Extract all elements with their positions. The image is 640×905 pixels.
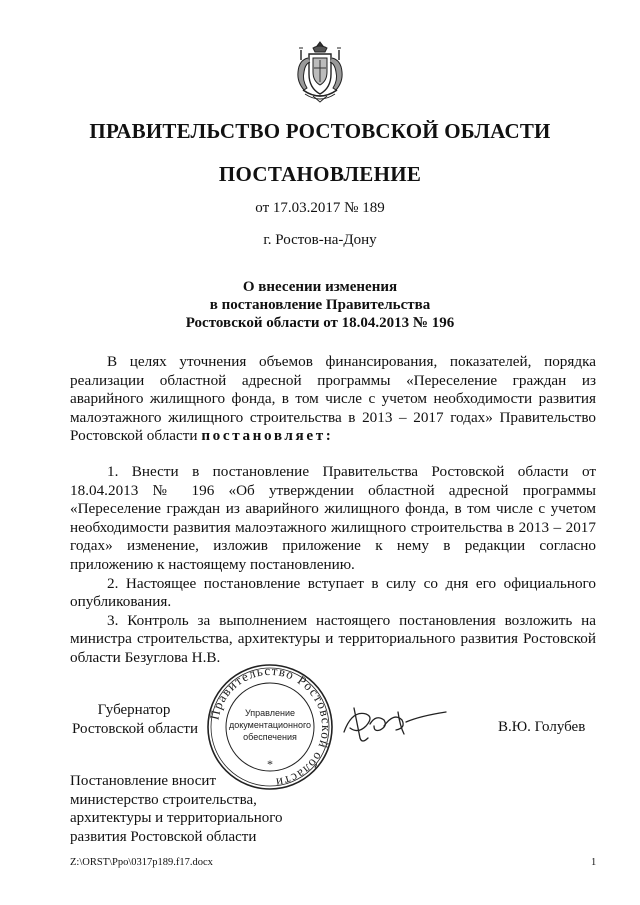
stamp-center-line: документационного [228, 720, 312, 730]
subject-line: Ростовской области от 18.04.2013 № 196 [185, 315, 455, 331]
stamp-ring-text: Правительство Ростовской области [206, 662, 335, 791]
stamp-center-line: обеспечения [243, 732, 297, 742]
list-item: 3. Контроль за выполнением настоящего постановления возложить на министра строительства, архитектуры и территориального развития Ростовской области Безуглова Н.В. [70, 611, 596, 666]
preamble-text: В целях уточнения объемов финансирования, показателей, порядка реализации областной адресной программы «Переселение граждан из аварийного жилищного фонда, в том числе с учетом необходимости развития малоэтажного жилищного строительства в 2013 – 2017 годах» Правительство Ростовской области [70, 353, 596, 445]
document-type: ПОСТАНОВЛЕНИЕ [218, 162, 422, 186]
stamp-center-line: Управление [244, 708, 296, 718]
note-line: министерство строительства, [70, 791, 257, 808]
signatory-position [70, 701, 198, 739]
resolution-items [70, 463, 596, 668]
signatory-region: Ростовской области [72, 721, 198, 737]
stamp-star: * [267, 757, 273, 771]
note-line: Постановление вносит [70, 773, 217, 789]
document-subject [0, 278, 640, 332]
signatory-name: В.Ю. Голубев [498, 719, 586, 735]
page-number: 1 [591, 857, 597, 868]
signatory-title: Губернатор [97, 702, 171, 718]
list-item: 1. Внести в постановление Правительства Ростовской области от 18.04.2013 № 196 «Об утверждении областной адресной программы «Переселение граждан из аварийного жилищного фонда, в том числе с учетом необходимости развития малоэтажного жилищного строительства в 2013 – 2017 годах» изменение, изложив приложение к нему в редакции согласно приложению к настоящему постановлению. [70, 463, 596, 573]
handwritten-signature [340, 702, 450, 746]
document-city: г. Ростов-на-Дону [263, 232, 377, 248]
preamble-paragraph [70, 353, 596, 446]
note-line: архитектуры и территориального [70, 810, 283, 826]
list-item: 2. Настоящее постановление вступает в силу со дня его официального опубликования. [70, 574, 596, 611]
document-date-number: от 17.03.2017 № 189 [255, 200, 385, 216]
note-line: развития Ростовской области [70, 828, 257, 845]
subject-line: О внесении изменения [242, 279, 398, 295]
decree-word: постановляет: [201, 427, 334, 445]
subject-line: в постановление Правительства [209, 297, 431, 313]
coat-of-arms-icon [291, 38, 349, 106]
government-title: ПРАВИТЕЛЬСТВО РОСТОВСКОЙ ОБЛАСТИ [89, 119, 551, 143]
submitter-note [70, 772, 283, 846]
file-path: Z:\ORST\Ppo\0317p189.f17.docx [70, 857, 213, 868]
